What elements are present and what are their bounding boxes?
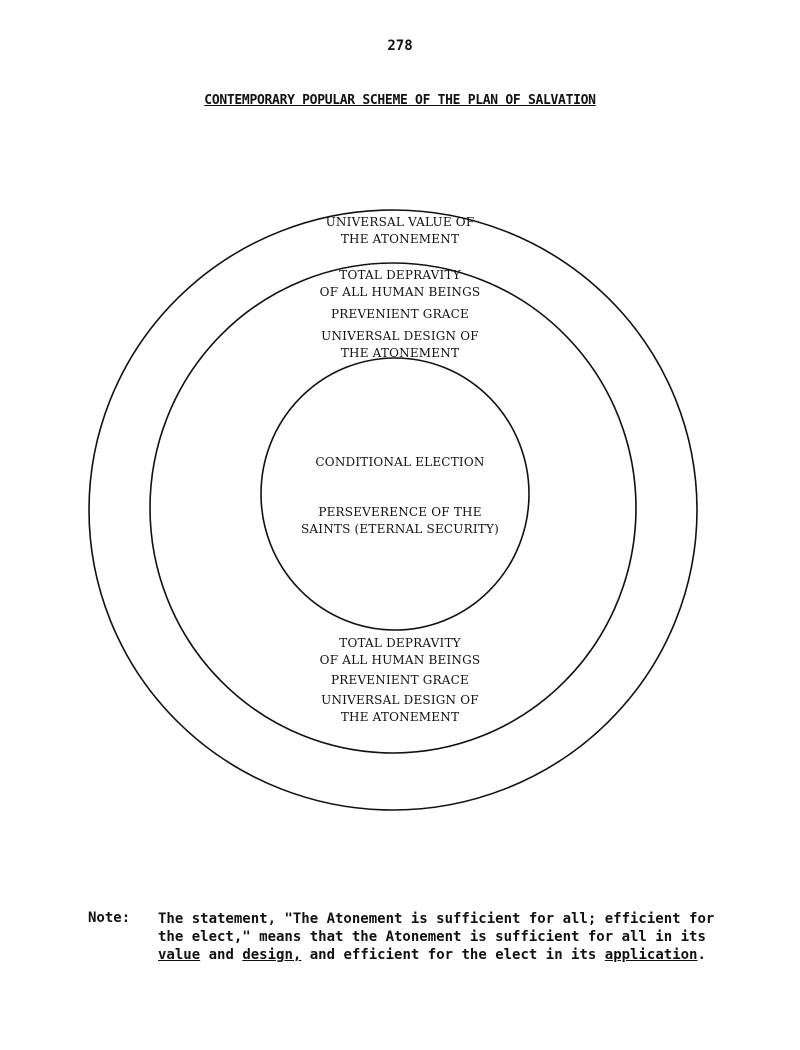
inner-circle — [261, 358, 529, 630]
middle-ring-top-grace: PREVENIENT GRACE — [330, 307, 470, 321]
note-application-word: application — [604, 947, 698, 963]
page-number: 278 — [387, 38, 413, 54]
outer-ring-line-2: THE ATONEMENT — [340, 232, 460, 246]
middle-bottom-depravity-line-1: TOTAL DEPRAVITY — [339, 636, 461, 650]
note-mid-text: and efficient for the elect in its — [301, 947, 605, 963]
middle-ring-top-depravity — [0, 267, 800, 301]
middle-ring-bottom-depravity — [0, 635, 800, 669]
note-design-word: design, — [242, 947, 302, 963]
inner-perseverance-line-2: SAINTS (ETERNAL SECURITY) — [300, 522, 499, 536]
middle-bottom-depravity-line-2: OF ALL HUMAN BEINGS — [319, 653, 481, 667]
note-line-1: The statement, "The Atonement is sufficient for all; efficient for — [158, 911, 715, 927]
note-body — [158, 910, 758, 964]
note-label: Note: — [88, 910, 131, 926]
middle-ring-bottom-design — [0, 692, 800, 726]
inner-perseverance — [0, 504, 800, 538]
note-value-word: value — [158, 947, 201, 963]
page-title: CONTEMPORARY POPULAR SCHEME OF THE PLAN OF SALVATION — [204, 93, 596, 108]
inner-election: CONDITIONAL ELECTION — [315, 455, 485, 469]
outer-ring-line-1: UNIVERSAL VALUE OF — [325, 215, 475, 229]
middle-bottom-design-line-1: UNIVERSAL DESIGN OF — [321, 693, 479, 707]
middle-top-design-line-1: UNIVERSAL DESIGN OF — [321, 329, 479, 343]
middle-top-depravity-line-2: OF ALL HUMAN BEINGS — [319, 285, 481, 299]
middle-top-depravity-line-1: TOTAL DEPRAVITY — [339, 268, 461, 282]
note-line-2: the elect," means that the Atonement is sufficient for all in its — [158, 929, 706, 945]
middle-bottom-design-line-2: THE ATONEMENT — [340, 710, 460, 724]
note-end: . — [697, 947, 706, 963]
middle-ring-top-design — [0, 328, 800, 362]
outer-ring-label — [0, 214, 800, 248]
middle-top-design-line-2: THE ATONEMENT — [340, 346, 460, 360]
inner-perseverance-line-1: PERSEVERENCE OF THE — [318, 505, 482, 519]
note-and-word: and — [200, 947, 243, 963]
note-line-3 — [158, 946, 758, 964]
middle-ring-bottom-grace: PREVENIENT GRACE — [330, 673, 470, 687]
